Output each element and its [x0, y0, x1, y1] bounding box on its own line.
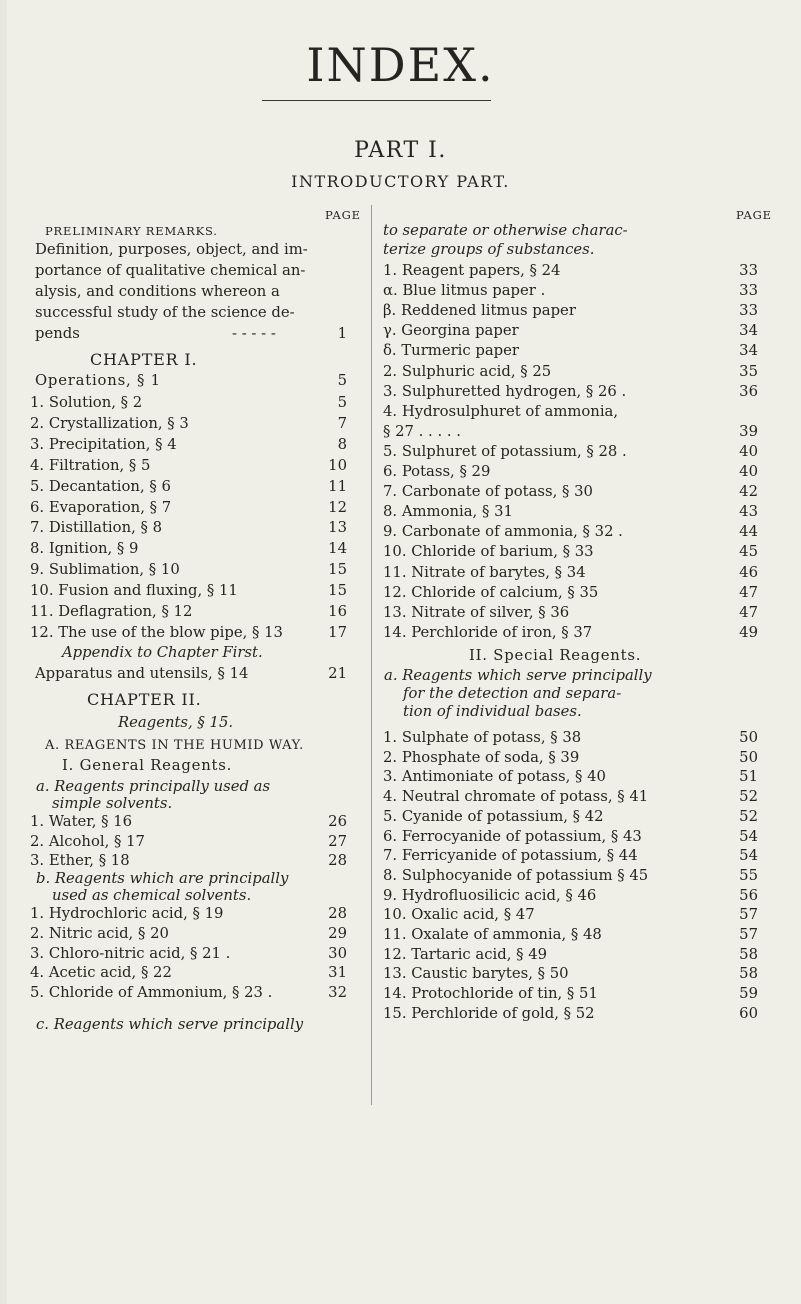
index-entry-page: 50	[739, 748, 758, 766]
index-entry-page: 42	[739, 483, 758, 501]
index-entry: 2. Nitric acid, § 20	[30, 924, 169, 942]
index-entry-page: 39	[739, 422, 758, 440]
part-subtitle: INTRODUCTORY PART.	[291, 172, 510, 191]
chapter-2-heading: CHAPTER II.	[87, 690, 202, 709]
page-edge	[0, 0, 7, 1304]
index-entry-page: 47	[739, 583, 758, 601]
index-entry-page: 30	[328, 944, 347, 962]
index-entry-page: 50	[739, 729, 758, 746]
right-page-label: PAGE	[736, 208, 772, 222]
index-entry-page: 8	[337, 435, 347, 453]
index-entry: 8. Ammonia, § 31	[383, 503, 513, 521]
index-entry-page: 33	[739, 262, 758, 279]
index-entry: 11. Deflagration, § 12	[30, 603, 193, 620]
index-entry-page: 32	[328, 984, 347, 1002]
index-entry: 7. Ferricyanide of potassium, § 44	[383, 847, 638, 865]
index-entry: 2. Alcohol, § 17	[30, 832, 145, 850]
a-heading-1: a. Reagents principally used as	[36, 778, 271, 795]
index-entry: 10. Oxalic acid, § 47	[383, 906, 535, 924]
index-entry: 9. Sublimation, § 10	[30, 561, 180, 579]
index-entry: 15. Perchloride of gold, § 52	[383, 1004, 595, 1022]
index-entry: 14. Perchloride of iron, § 37	[383, 623, 593, 641]
index-entry-page: 33	[739, 302, 758, 320]
section-a-heading: A. REAGENTS IN THE HUMID WAY.	[45, 738, 304, 753]
index-entry-page: 55	[739, 866, 758, 884]
apparatus-entry: Apparatus and utensils, § 14	[35, 665, 249, 682]
left-page-label: PAGE	[325, 208, 361, 222]
index-entry: 6. Evaporation, § 7	[30, 498, 172, 516]
index-entry: γ. Georgina paper	[383, 322, 519, 340]
appendix-heading: Appendix to Chapter First.	[62, 644, 263, 661]
index-entry-page: 16	[328, 603, 347, 620]
index-entry: 12. Tartaric acid, § 49	[383, 945, 548, 963]
index-entry-page: 58	[739, 945, 758, 963]
index-entry: 5. Cyanide of potassium, § 42	[383, 807, 604, 825]
index-entry: 3. Ether, § 18	[30, 852, 130, 869]
index-entry-page: 45	[739, 543, 758, 561]
part-heading: PART I.	[354, 138, 447, 163]
index-entry: 1. Sulphate of potass, § 38	[383, 729, 582, 746]
index-entry: δ. Turmeric paper	[383, 342, 519, 360]
index-entry-page: 12	[328, 498, 347, 516]
index-entry: 4. Hydrosulphuret of ammonia,	[383, 402, 619, 420]
index-entry: 4. Acetic acid, § 22	[30, 964, 172, 982]
index-entry-page: 51	[739, 768, 758, 786]
special-a-heading-1: a. Reagents which serve principally	[384, 667, 652, 684]
special-reagents-heading: II. Special Reagents.	[469, 647, 642, 664]
index-entry: 8. Ignition, § 9	[30, 540, 139, 558]
index-entry-page: 29	[328, 924, 347, 942]
index-entry: 9. Hydrofluosilicic acid, § 46	[383, 886, 597, 904]
index-entry-page: 47	[739, 603, 758, 621]
index-entry: 13. Nitrate of silver, § 36	[383, 603, 570, 621]
prelim-line: successful study of the science de-	[35, 304, 295, 321]
index-entry-page: 11	[328, 477, 347, 495]
index-entry: 10. Chloride of barium, § 33	[383, 543, 594, 561]
index-entry-page: 14	[328, 540, 347, 558]
index-entry: 11. Nitrate of barytes, § 34	[383, 563, 586, 581]
prelim-dashes: - - - - -	[232, 325, 276, 342]
index-entry: 4. Neutral chromate of potass, § 41	[383, 788, 649, 806]
b-heading-1: b. Reagents which are principally	[36, 870, 289, 887]
index-entry: 2. Sulphuric acid, § 25	[383, 362, 552, 380]
index-entry: 5. Decantation, § 6	[30, 477, 171, 495]
index-entry: 12. The use of the blow pipe, § 13	[30, 623, 283, 641]
index-entry: 6. Ferrocyanide of potassium, § 43	[383, 827, 642, 845]
index-entry-page: 28	[328, 905, 347, 922]
index-entry: 3. Antimoniate of potass, § 40	[383, 768, 606, 786]
operations-entry: Operations, § 1	[35, 372, 161, 389]
index-entry-page: 57	[739, 926, 758, 943]
index-entry: 1. Water, § 16	[30, 813, 133, 830]
index-entry-page: 34	[739, 342, 758, 360]
index-entry-page: 60	[739, 1004, 758, 1022]
index-entry: 1. Solution, § 2	[30, 394, 143, 411]
chapter-1-heading: CHAPTER I.	[90, 350, 198, 369]
index-entry-page: 40	[739, 442, 758, 460]
index-entry-page: 26	[328, 813, 347, 830]
index-entry: 6. Potass, § 29	[383, 463, 491, 480]
index-entry: 2. Phosphate of soda, § 39	[383, 748, 580, 766]
reagents-heading: Reagents, § 15.	[118, 714, 234, 731]
index-entry-page: 52	[739, 788, 758, 806]
title-rule	[262, 100, 491, 101]
index-entry-page: 15	[328, 561, 347, 579]
index-entry-page: 28	[328, 852, 347, 869]
index-entry-page: 7	[337, 414, 347, 432]
prelim-page: 1	[337, 325, 347, 342]
prelim-line: portance of qualitative chemical an-	[35, 262, 306, 279]
index-entry-page: 34	[739, 322, 758, 340]
index-entry: 11. Oxalate of ammonia, § 48	[383, 926, 602, 943]
index-entry: α. Blue litmus paper .	[383, 282, 546, 300]
index-entry: 10. Fusion and fluxing, § 11	[30, 582, 238, 600]
index-entry-page: 31	[328, 964, 347, 982]
index-entry: 14. Protochloride of tin, § 51	[383, 985, 598, 1003]
apparatus-page: 21	[328, 665, 347, 682]
right-continuation-2: terize groups of substances.	[383, 241, 595, 258]
column-divider	[371, 205, 372, 1105]
index-entry: 1. Reagent papers, § 24	[383, 262, 561, 279]
index-entry-page: 56	[739, 886, 758, 904]
index-entry: 12. Chloride of calcium, § 35	[383, 583, 599, 601]
index-entry: 2. Crystallization, § 3	[30, 414, 189, 432]
index-entry: 9. Carbonate of ammonia, § 32 .	[383, 523, 623, 541]
index-entry-page: 15	[328, 582, 347, 600]
index-entry-page: 5	[337, 394, 347, 411]
prelim-line: alysis, and conditions whereon a	[35, 283, 280, 300]
index-entry-page: 44	[739, 523, 758, 541]
index-entry-page: 49	[739, 623, 758, 641]
prelim-line: Definition, purposes, object, and im-	[35, 241, 308, 258]
index-entry-page: 17	[328, 623, 347, 641]
index-entry-page: 43	[739, 503, 758, 521]
index-entry-page: 10	[328, 456, 347, 474]
operations-page: 5	[337, 372, 347, 389]
special-a-heading-3: tion of individual bases.	[403, 703, 582, 720]
index-entry: 5. Sulphuret of potassium, § 28 .	[383, 442, 627, 460]
index-entry: 8. Sulphocyanide of potassium § 45	[383, 866, 649, 884]
index-entry: 3. Chloro-nitric acid, § 21 .	[30, 944, 231, 962]
index-entry: 3. Precipitation, § 4	[30, 435, 177, 453]
index-title: INDEX.	[306, 38, 495, 92]
index-entry-page: 54	[739, 847, 758, 865]
right-continuation-1: to separate or otherwise charac-	[383, 222, 628, 239]
general-reagents-heading: I. General Reagents.	[62, 757, 233, 774]
index-entry: 13. Caustic barytes, § 50	[383, 965, 569, 983]
index-entry-page: 54	[739, 827, 758, 845]
index-entry: β. Reddened litmus paper	[383, 302, 576, 320]
a-heading-2: simple solvents.	[52, 795, 173, 812]
index-entry-page: 40	[739, 463, 758, 480]
b-heading-2: used as chemical solvents.	[52, 887, 252, 904]
index-entry: 7. Distillation, § 8	[30, 519, 163, 537]
index-entry-page: 33	[739, 282, 758, 300]
index-entry-page: 58	[739, 965, 758, 983]
index-entry-page: 35	[739, 362, 758, 380]
special-a-heading-2: for the detection and separa-	[403, 685, 622, 702]
index-entry-page: 36	[739, 382, 758, 400]
index-entry-page: 46	[739, 563, 758, 581]
index-entry: 3. Sulphuretted hydrogen, § 26 .	[383, 382, 627, 400]
index-entry-page: 52	[739, 807, 758, 825]
index-entry: 5. Chloride of Ammonium, § 23 .	[30, 984, 273, 1002]
index-entry-page: 27	[328, 832, 347, 850]
index-entry-page: 59	[739, 985, 758, 1003]
index-entry-page: 13	[328, 519, 347, 537]
prelim-heading: PRELIMINARY REMARKS.	[45, 224, 218, 238]
index-entry: 7. Carbonate of potass, § 30	[383, 483, 593, 501]
index-entry-page: 57	[739, 906, 758, 924]
index-entry: 1. Hydrochloric acid, § 19	[30, 905, 224, 922]
index-entry: § 27 . . . . .	[383, 422, 461, 440]
index-entry: 4. Filtration, § 5	[30, 456, 151, 474]
prelim-last: pends	[35, 325, 80, 342]
c-heading: c. Reagents which serve principally	[36, 1016, 304, 1033]
